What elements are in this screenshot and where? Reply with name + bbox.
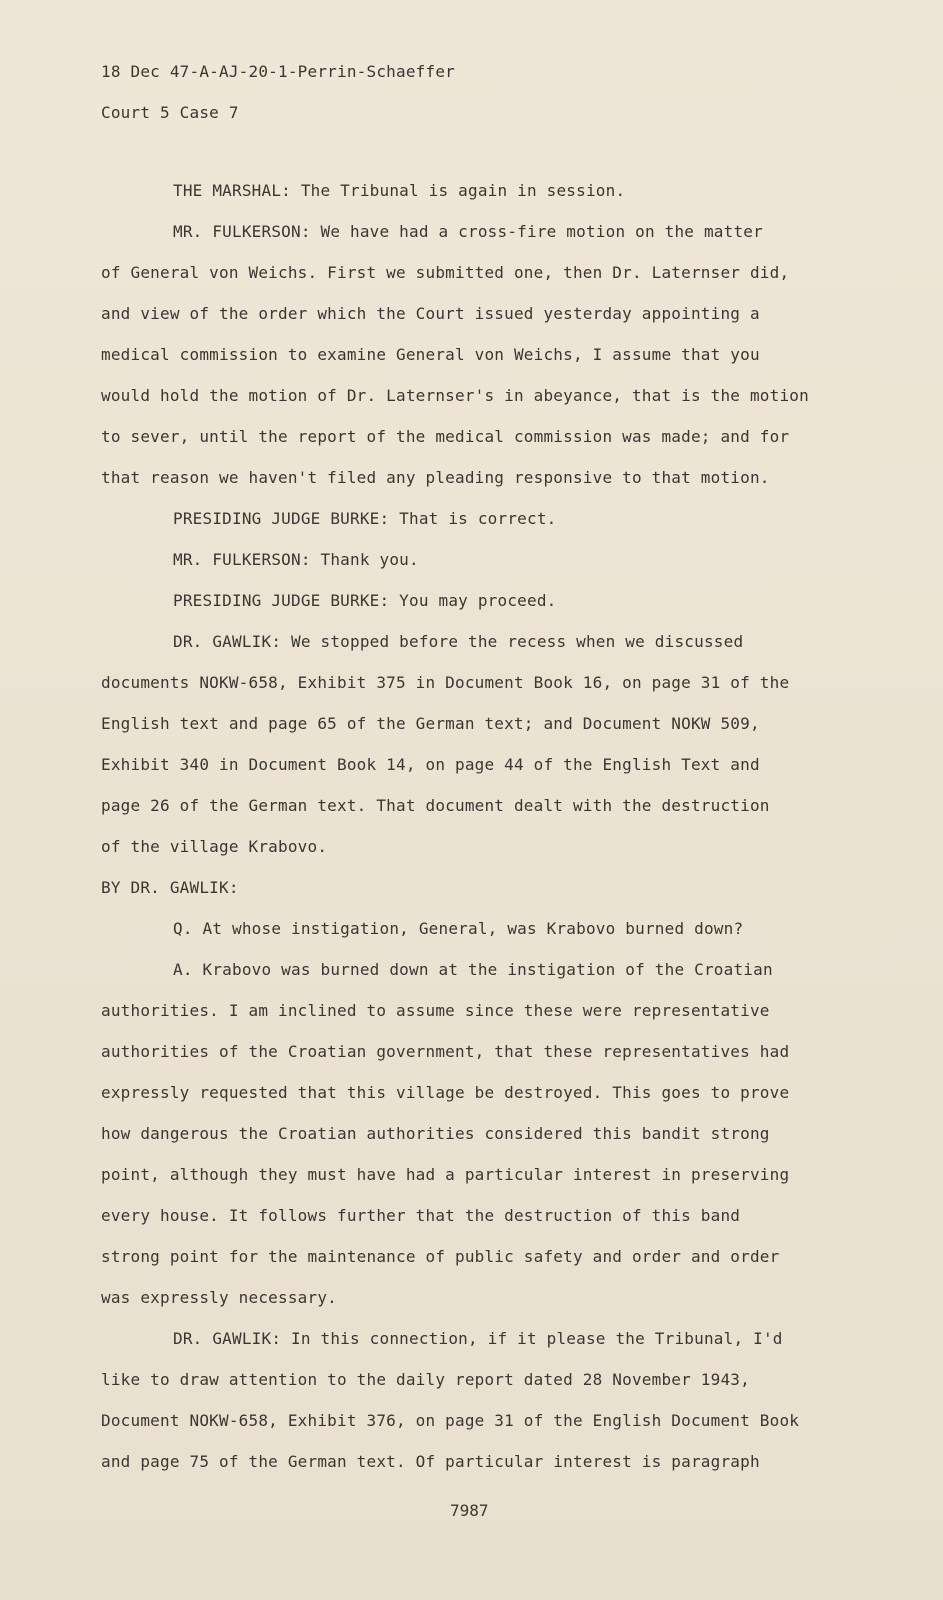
transcript-line: medical commission to examine General von Weichs, I assume that you xyxy=(101,345,760,364)
transcript-line: expressly requested that this village be destroyed. This goes to prove xyxy=(101,1083,790,1102)
transcript-line: was expressly necessary. xyxy=(101,1288,337,1307)
transcript-line: of General von Weichs. First we submitted one, then Dr. Laternser did, xyxy=(101,263,790,282)
transcript-line: would hold the motion of Dr. Laternser's in abeyance, that is the motion xyxy=(101,386,809,405)
transcript-line: Q. At whose instigation, General, was Krabovo burned down? xyxy=(173,919,744,938)
transcript-line: DR. GAWLIK: We stopped before the recess when we discussed xyxy=(173,632,744,651)
transcript-line: Document NOKW-658, Exhibit 376, on page 31 of the English Document Book xyxy=(101,1411,800,1430)
transcript-line: and page 75 of the German text. Of particular interest is paragraph xyxy=(101,1452,760,1471)
transcript-line: A. Krabovo was burned down at the instigation of the Croatian xyxy=(173,960,773,979)
transcript-line: Exhibit 340 in Document Book 14, on page 44 of the English Text and xyxy=(101,755,760,774)
transcript-line: documents NOKW-658, Exhibit 375 in Document Book 16, on page 31 of the xyxy=(101,673,790,692)
transcript-line: English text and page 65 of the German text; and Document NOKW 509, xyxy=(101,714,760,733)
transcript-line: PRESIDING JUDGE BURKE: That is correct. xyxy=(173,509,557,528)
transcript-line: that reason we haven't filed any pleading responsive to that motion. xyxy=(101,468,770,487)
transcript-line: authorities. I am inclined to assume since these were representative xyxy=(101,1001,770,1020)
transcript-line: PRESIDING JUDGE BURKE: You may proceed. xyxy=(173,591,557,610)
transcript-line: DR. GAWLIK: In this connection, if it please the Tribunal, I'd xyxy=(173,1329,783,1348)
transcript-line: THE MARSHAL: The Tribunal is again in session. xyxy=(173,181,626,200)
page-number: 7987 xyxy=(450,1501,489,1520)
header-line-reference: 18 Dec 47-A-AJ-20-1-Perrin-Schaeffer xyxy=(101,62,455,81)
transcript-line: point, although they must have had a particular interest in preserving xyxy=(101,1165,790,1184)
transcript-line: and view of the order which the Court issued yesterday appointing a xyxy=(101,304,760,323)
transcript-line: how dangerous the Croatian authorities considered this bandit strong xyxy=(101,1124,770,1143)
transcript-line: authorities of the Croatian government, that these representatives had xyxy=(101,1042,790,1061)
transcript-line: MR. FULKERSON: We have had a cross-fire motion on the matter xyxy=(173,222,763,241)
transcript-line: BY DR. GAWLIK: xyxy=(101,878,239,897)
transcript-line: page 26 of the German text. That document dealt with the destruction xyxy=(101,796,770,815)
transcript-line: of the village Krabovo. xyxy=(101,837,328,856)
transcript-line: every house. It follows further that the destruction of this band xyxy=(101,1206,741,1225)
transcript-line: like to draw attention to the daily report dated 28 November 1943, xyxy=(101,1370,750,1389)
transcript-line: MR. FULKERSON: Thank you. xyxy=(173,550,419,569)
transcript-line: strong point for the maintenance of public safety and order and order xyxy=(101,1247,780,1266)
transcript-line: to sever, until the report of the medical commission was made; and for xyxy=(101,427,790,446)
header-line-court: Court 5 Case 7 xyxy=(101,103,239,122)
